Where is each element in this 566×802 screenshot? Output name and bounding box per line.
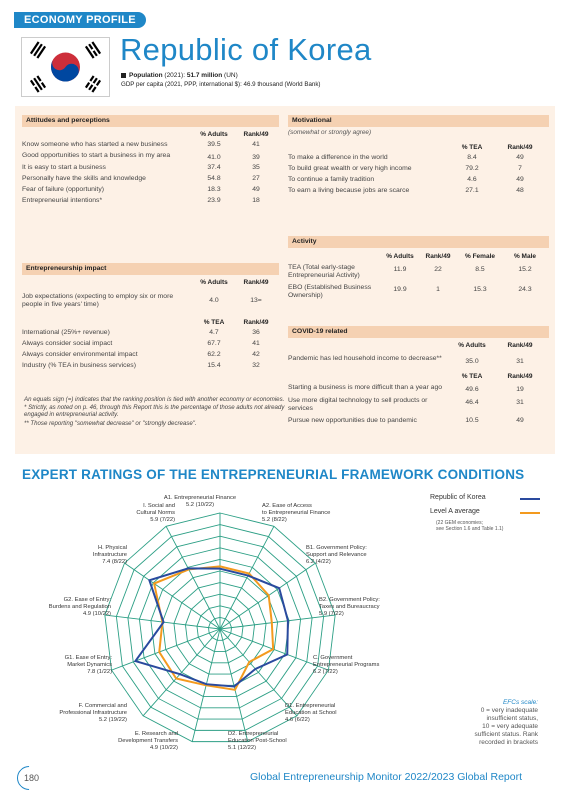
radar-axis-label-line: Professional Infrastructure [59, 710, 127, 716]
radar-spoke [166, 526, 220, 629]
radar-axis-label-line: G1. Ease of Entry: [64, 655, 112, 661]
legend-line-korea [520, 498, 540, 500]
row-value: 37.4 [207, 164, 221, 171]
population-line: Population (2021): 51.7 million (UN) [121, 72, 238, 79]
radar-axis-label-line: Education at School [285, 710, 337, 716]
table-row [288, 162, 546, 173]
row-label: To build great wealth or very high income [288, 165, 412, 172]
radar-axis-label-line: B1. Government Policy: [306, 545, 367, 551]
footnotes [24, 396, 290, 428]
korea-flag-icon [21, 37, 110, 97]
table-row [22, 326, 278, 337]
legend-note: (22 GEM economies; [436, 520, 483, 526]
motivational-header: Motivational [288, 115, 549, 127]
col-header: % TEA [203, 319, 225, 326]
row-label: Pursue new opportunities due to pandemic [288, 417, 417, 424]
row-cell: 48 [516, 187, 524, 194]
radar-axis-label-line: 6.2 (7/22) [313, 669, 338, 675]
radar-axis-label [228, 731, 287, 752]
row-label: Fear of failure (opportunity) [22, 186, 104, 193]
table-row [22, 359, 278, 370]
radar-axis-label-line: F. Commercial and [78, 703, 127, 709]
row-label: Always consider environmental impact [22, 351, 138, 358]
row-value: 49.6 [465, 386, 479, 393]
radar-axis-label-line: D1. Entrepreneurial [285, 703, 336, 709]
row-value: 15.4 [207, 362, 221, 369]
radar-axis-label-line: Infrastructure [92, 552, 127, 558]
row-label: EBO (Established Business Ownership) [288, 284, 372, 299]
covid-header: COVID-19 related [288, 326, 549, 338]
footnote: An equals sign (=) indicates that the ranking position is tied with another economy or economies. [24, 396, 285, 403]
row-cell: 35 [252, 164, 260, 171]
table-row [288, 151, 546, 162]
row-cell: 36 [252, 329, 260, 336]
chart-legend [430, 494, 503, 532]
row-value: 62.2 [207, 351, 221, 358]
row-value: 27.1 [465, 187, 479, 194]
radar-axis-label [262, 503, 330, 524]
row-value: 79.2 [465, 165, 479, 172]
row-value: 4.6 [467, 176, 477, 183]
radar-axis-label-line: 4.6 (6/22) [285, 717, 310, 723]
row-value: 11.9 [393, 266, 407, 273]
row-value: 54.8 [207, 175, 221, 182]
radar-axis-label-line: Support and Relevance [306, 552, 367, 558]
attitudes-table [22, 131, 278, 205]
scale-line: recorded in brackets [479, 739, 538, 746]
col-header: % TEA [461, 144, 483, 151]
row-cell: 49 [252, 186, 260, 193]
radar-axis-label [59, 703, 127, 724]
radar-axis-label-line: 5.2 (8/22) [262, 517, 287, 523]
radar-axis-label-line: 7.8 (1/22) [87, 669, 112, 675]
table-row [22, 149, 278, 161]
impact-header: Entrepreneurship impact [22, 263, 279, 275]
row-value: 46.4 [465, 399, 479, 406]
col-header: Rank/49 [507, 373, 533, 380]
table-row [22, 172, 278, 183]
row-cell: 49 [516, 417, 524, 424]
radar-axis-label-line: D2. Entrepreneurial [228, 731, 279, 737]
radar-axis-label-line: B2. Government Policy: [319, 597, 380, 603]
row-cell: 32 [252, 362, 260, 369]
activity-header: Activity [288, 236, 549, 248]
legend-item-korea: Republic of Korea [430, 494, 503, 506]
scale-line: sufficient status. Rank [474, 731, 538, 738]
col-header: % Female [465, 253, 495, 260]
report-title: Global Entrepreneurship Monitor 2022/2023 Global Report [250, 771, 523, 783]
radar-axis-label [49, 597, 111, 618]
radar-axis-label-line: to Entrepreneurial Finance [262, 510, 331, 516]
page-number: 180 [24, 773, 40, 783]
row-cell: 27 [252, 175, 260, 182]
row-value: 18.3 [207, 186, 221, 193]
radar-spoke [220, 526, 274, 629]
radar-axis-label [285, 703, 337, 724]
radar-axis-label-line: Development Transfers [118, 738, 178, 744]
row-value: 19.9 [393, 286, 407, 293]
efc-scale-note [444, 699, 538, 747]
row-value: 4.7 [209, 329, 219, 336]
col-header: Rank/49 [243, 319, 269, 326]
row-label: Know someone who has started a new business [22, 141, 168, 148]
radar-axis-label-line: Taxes and Bureaucracy [319, 604, 380, 610]
bullet-square-icon [121, 73, 126, 78]
table-row [22, 161, 278, 172]
row-cell: 15.3 [473, 286, 487, 293]
row-cell: 49 [516, 176, 524, 183]
radar-axis-label [319, 597, 380, 618]
table-row [22, 348, 278, 359]
radar-axis-label-line: G2. Ease of Entry: [63, 597, 111, 603]
table-row [22, 286, 278, 309]
col-header: Rank/49 [425, 253, 451, 260]
radar-axis-label [313, 655, 379, 676]
row-cell: 15.2 [518, 266, 532, 273]
scale-line: insufficient status, [486, 715, 538, 722]
motivational-table [288, 129, 546, 195]
radar-axis-label-line: A1. Entrepreneurial Finance [163, 495, 237, 501]
col-header: % Adults [458, 342, 486, 349]
row-cell: 19 [516, 386, 524, 393]
radar-axis-label-line: H. Physical [98, 545, 127, 551]
radar-axis-label-line: Entrepreneurial Programs [313, 662, 380, 668]
radar-axis-label [118, 731, 178, 752]
scale-line: 10 = very adequate [482, 723, 538, 730]
row-value: 41.0 [207, 154, 221, 161]
row-label: Always consider social impact [22, 340, 113, 347]
row-label: It is easy to start a business [22, 164, 106, 171]
radar-axis-label-line: 4.9 (10/22) [149, 745, 178, 751]
scale-title: EFCs scale: [502, 699, 538, 706]
table-row [288, 173, 546, 184]
row-value: 10.5 [465, 417, 479, 424]
table-row [288, 184, 546, 195]
table-row [288, 280, 546, 300]
row-cell: 1 [436, 286, 440, 293]
row-label: International (25%+ revenue) [22, 329, 110, 336]
col-header: % TEA [461, 373, 483, 380]
footnote: ** Those reporting "somewhat decrease" or "strongly decrease". [24, 419, 197, 427]
row-label: To make a difference in the world [288, 154, 388, 161]
radar-axis-label-line: 5.2 (19/22) [98, 717, 127, 723]
scale-line: 0 = very inadequate [480, 707, 538, 714]
radar-axis-label [93, 545, 127, 566]
covid-table [288, 342, 546, 425]
col-header: Rank/49 [243, 131, 269, 138]
radar-axis-label-line: 5.2 (10/22) [185, 502, 215, 508]
footnote: * Strictly, as noted on p. 46, through this Report this is the percentage of those adults not already engaged in entrepreneurial activity. [24, 404, 285, 419]
col-header: % Male [513, 253, 537, 260]
impact-table [22, 279, 278, 370]
radar-axis-label [136, 503, 175, 524]
row-cell: 22 [434, 266, 442, 273]
radar-axis-label-line: Market Dynamics [67, 662, 112, 668]
row-cell: 41 [252, 141, 260, 148]
col-header: Rank/49 [507, 144, 533, 151]
row-rank: 13= [250, 297, 262, 304]
radar-axis-label [65, 655, 112, 676]
country-title: Republic of Korea [120, 32, 372, 67]
radar-axis-label-line: I. Social and [143, 503, 175, 509]
row-value: 8.4 [467, 154, 477, 161]
row-rank: 31 [516, 358, 524, 365]
radar-axis-label-line: 6.2 (4/22) [306, 559, 331, 565]
row-cell: 41 [252, 340, 260, 347]
row-value: 4.0 [209, 297, 219, 304]
table-row [288, 260, 546, 280]
row-cell: 18 [252, 197, 260, 204]
row-cell: 7 [518, 165, 522, 172]
gdp-line: GDP per capita (2021, PPP, international $): 46.9 thousand (World Bank) [121, 81, 321, 88]
row-label: Use more digital technology to sell products or services [288, 397, 428, 412]
radar-axis-label-line: Burdens and Regulation [48, 604, 111, 610]
col-header: % Adults [200, 279, 228, 286]
radar-axis-label-line: 5.9 (7/22) [150, 517, 175, 523]
col-header: Rank/49 [507, 342, 533, 349]
row-cell: 24.3 [518, 286, 532, 293]
row-value: 39.5 [207, 141, 221, 148]
radar-axis-label-line: 5.9 (7/22) [319, 611, 344, 617]
legend-note: see Section 1.6 and Table 1.1) [436, 526, 504, 532]
row-label: Starting a business is more difficult than a year ago [288, 384, 443, 391]
col-header: % Adults [386, 253, 414, 260]
row-label: Pandemic has led household income to decrease** [288, 355, 442, 362]
radar-axis-label-line: E. Research and [134, 731, 178, 737]
row-label: Job expectations (expecting to employ six or more people in five years' time) [22, 293, 174, 308]
motivational-subtitle: (somewhat or strongly agree) [288, 129, 372, 136]
table-row [288, 393, 546, 413]
row-label: To earn a living because jobs are scarce [288, 187, 410, 194]
radar-axis-label-line: 4.9 (10/22) [82, 611, 111, 617]
row-label: To continue a family tradition [288, 176, 375, 183]
row-cell: 8.5 [475, 266, 485, 273]
radar-axis-label-line: Education Post-School [228, 738, 287, 744]
table-row [288, 380, 546, 393]
table-row [22, 138, 278, 149]
radar-axis-label-line: C. Government [313, 655, 353, 661]
legend-item-average: Level A average [430, 508, 503, 520]
radar-axis-label-line: 7.4 (8/22) [102, 559, 127, 565]
row-value: 23.9 [207, 197, 221, 204]
economy-profile-tag: ECONOMY PROFILE [14, 12, 146, 28]
row-label: Good opportunities to start a business in my area [22, 152, 171, 159]
legend-line-average [520, 512, 540, 514]
row-cell: 49 [516, 154, 524, 161]
activity-table [288, 253, 546, 300]
table-row [288, 413, 546, 425]
radar-axis-label-line: A2. Ease of Access [262, 503, 312, 509]
col-header: % Adults [200, 131, 228, 138]
row-cell: 39 [252, 154, 260, 161]
attitudes-header: Attitudes and perceptions [22, 115, 279, 127]
table-row [22, 194, 278, 205]
radar-axis-label-line: 5.1 (12/22) [228, 745, 257, 751]
table-row [22, 183, 278, 194]
expert-ratings-title: EXPERT RATINGS OF THE ENTREPRENEURIAL FRAMEWORK CONDITIONS [22, 467, 525, 482]
row-cell: 42 [252, 351, 260, 358]
radar-axis-label-line: Cultural Norms [136, 510, 175, 516]
col-header: Rank/49 [243, 279, 269, 286]
row-label: Personally have the skills and knowledge [22, 175, 146, 182]
row-label: TEA (Total early-stage Entrepreneurial Activity) [288, 264, 360, 279]
table-row [288, 349, 546, 365]
row-label: Entrepreneurial intentions* [22, 197, 103, 204]
radar-axis-label [306, 545, 367, 566]
row-value: 67.7 [207, 340, 221, 347]
row-value: 35.0 [465, 358, 479, 365]
row-cell: 31 [516, 399, 524, 406]
table-row [22, 337, 278, 348]
row-label: Industry (% TEA in business services) [22, 362, 136, 369]
